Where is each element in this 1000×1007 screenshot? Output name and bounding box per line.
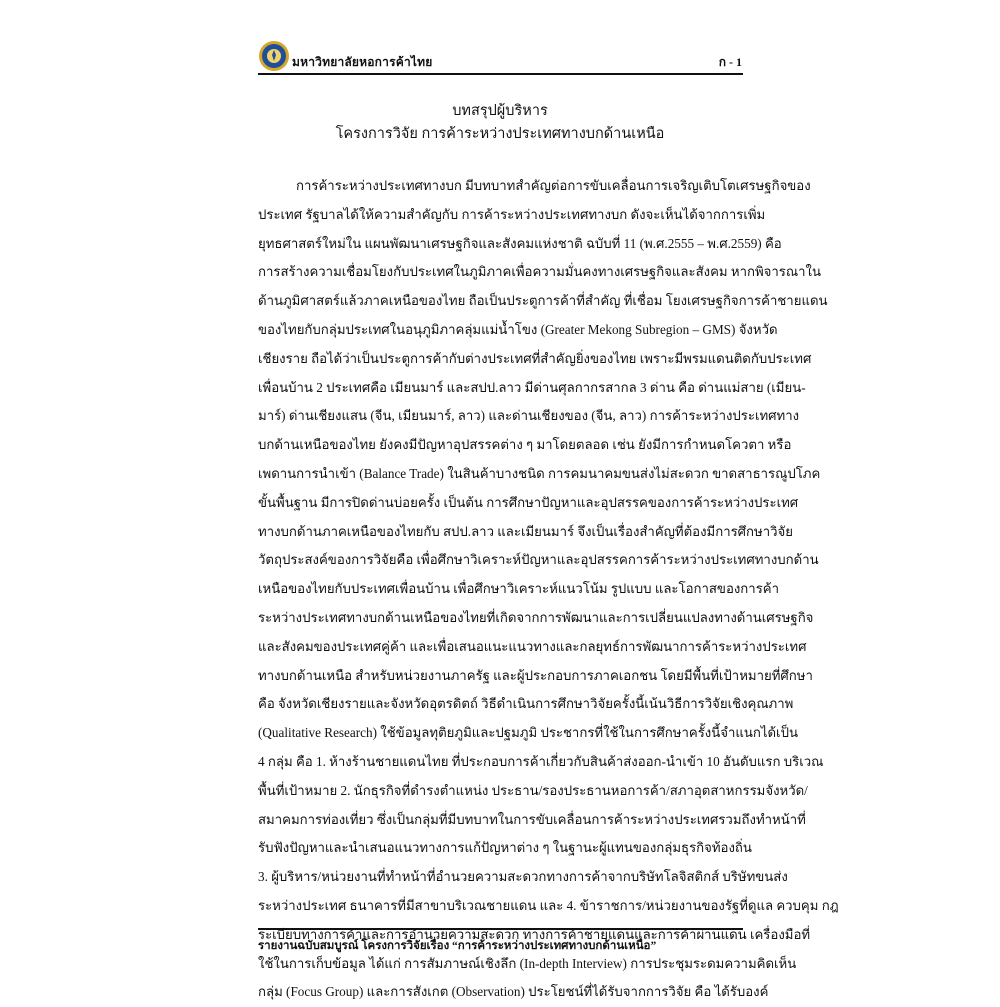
paragraph-line: คือ จังหวัดเชียงรายและจังหวัดอุตรดิตถ์ วิธีดำเนินการศึกษาวิจัยครั้งนี้เน้นวิธีการวิจัยเชิงคุณภาพ bbox=[258, 696, 794, 712]
university-seal-icon bbox=[258, 40, 290, 72]
paragraph-line: เพดานการนำเข้า (Balance Trade) ในสินค้าบางชนิด การคมนาคมขนส่งไม่สะดวก ขาดสาธารณูปโภค bbox=[258, 465, 821, 481]
paragraph-line: เหนือของไทยกับประเทศเพื่อนบ้าน เพื่อศึกษาวิเคราะห์แนวโน้ม รูปแบบ และโอกาสของการค้า bbox=[258, 581, 780, 597]
paragraph-line: กลุ่ม (Focus Group) และการสังเกต (Observation) ประโยชน์ที่ได้รับจากการวิจัย คือ ได้รับองค์ bbox=[258, 984, 769, 1000]
paragraph-line: ทางบกด้านภาคเหนือของไทยกับ สปป.ลาว และเมียนมาร์ จึงเป็นเรื่องสำคัญที่ต้องมีการศึกษาวิจัย bbox=[258, 523, 793, 539]
paragraph-line: ระเบียบทางการค้าและการอำนวยความสะดวก ทางการค้าชายแดนและการค้าผ่านแดน เครื่องมือที่ bbox=[258, 926, 811, 942]
paragraph-line: ระหว่างประเทศทางบกด้านเหนือของไทยที่เกิดจากการพัฒนาและการเปลี่ยนแปลงทางด้านเศรษฐกิจ bbox=[258, 609, 814, 625]
paragraph-line: ประเทศ รัฐบาลได้ให้ความสำคัญกับ การค้าระหว่างประเทศทางบก ดังจะเห็นได้จากการเพิ่ม bbox=[258, 206, 766, 222]
paragraph-line: วัตถุประสงค์ของการวิจัยคือ เพื่อศึกษาวิเคราะห์ปัญหาและอุปสรรคการค้าระหว่างประเทศทางบกด้าน bbox=[258, 552, 819, 568]
paragraph-line: พื้นที่เป้าหมาย 2. นักธุรกิจที่ดำรงตำแหน่ง ประธาน/รองประธานหอการค้า/สภาอุตสาหกรรมจังหวัด/ bbox=[258, 782, 808, 798]
footer-divider bbox=[258, 928, 743, 930]
paragraph-line: ของไทยกับกลุ่มประเทศในอนุภูมิภาคลุ่มแม่น้ำโขง (Greater Mekong Subregion – GMS) จังหวัด bbox=[258, 321, 778, 337]
paragraph-line: สมาคมการท่องเที่ยว ซึ่งเป็นกลุ่มที่มีบทบาทในการขับเคลื่อนการค้าระหว่างประเทศรวมถึงทำหน้าที่ bbox=[258, 811, 806, 827]
paragraph-line: มาร์) ด่านเชียงแสน (จีน, เมียนมาร์, ลาว) และด่านเชียงของ (จีน, ลาว) การค้าระหว่างประเทศทาง bbox=[258, 408, 800, 424]
page-number: ก - 1 bbox=[718, 55, 742, 69]
header-divider bbox=[258, 73, 743, 75]
page-title: บทสรุปผู้บริหาร bbox=[452, 103, 548, 119]
paragraph-line: เชียงราย ถือได้ว่าเป็นประตูการค้ากับต่างประเทศที่สำคัญยิ่งของไทย เพราะมีพรมแดนติดกับประเทศ bbox=[258, 350, 812, 366]
paragraph-line: บกด้านเหนือของไทย ยังคงมีปัญหาอุปสรรคต่าง ๆ มาโดยตลอด เช่น ยังมีการกำหนดโควตา หรือ bbox=[258, 437, 792, 453]
paragraph-line: เพื่อนบ้าน 2 ประเทศคือ เมียนมาร์ และสปป.ลาว มีด่านศุลกากรสากล 3 ด่าน คือ ด่านแม่สาย (เมียน- bbox=[258, 379, 806, 395]
paragraph-line: 4 กลุ่ม คือ 1. ห้างร้านชายแดนไทย ที่ประกอบการค้าเกี่ยวกับสินค้าส่งออก-นำเข้า 10 อันดับแรก บริเวณ bbox=[258, 753, 824, 769]
paragraph-line: การสร้างความเชื่อมโยงกับประเทศในภูมิภาคเพื่อความมั่นคงทางเศรษฐกิจและสังคม หากพิจารณาใน bbox=[258, 264, 821, 280]
paragraph-line: และสังคมของประเทศคู่ค้า และเพื่อเสนอแนะแนวทางและกลยุทธ์การพัฒนาการค้าระหว่างประเทศ bbox=[258, 638, 807, 654]
paragraph-line: 3. ผู้บริหาร/หน่วยงานที่ทำหน้าที่อำนวยความสะดวกทางการค้าจากบริษัทโลจิสติกส์ บริษัทขนส่ง bbox=[258, 869, 788, 885]
footer-text: รายงานฉบับสมบูรณ์ โครงการวิจัยเรื่อง “การค้าระหว่างประเทศทางบกด้านเหนือ” bbox=[258, 940, 657, 952]
paragraph-line: ใช้ในการเก็บข้อมูล ได้แก่ การสัมภาษณ์เชิงลึก (In-depth Interview) การประชุมระดมความคิดเห็น bbox=[258, 955, 797, 971]
page-subtitle: โครงการวิจัย การค้าระหว่างประเทศทางบกด้านเหนือ bbox=[335, 126, 665, 142]
paragraph-line: การค้าระหว่างประเทศทางบก มีบทบาทสำคัญต่อการขับเคลื่อนการเจริญเติบโตเศรษฐกิจของ bbox=[296, 178, 811, 193]
paragraph-line: ระหว่างประเทศ ธนาคารที่มีสาขาบริเวณชายแดน และ 4. ข้าราชการ/หน่วยงานของรัฐที่ดูแล ควบคุม กฎ bbox=[258, 897, 839, 913]
paragraph-line: ทางบกด้านเหนือ สำหรับหน่วยงานภาครัฐ และผู้ประกอบการภาคเอกชน โดยมีพื้นที่เป้าหมายที่ศึกษา bbox=[258, 667, 813, 683]
paragraph-line: รับฟังปัญหาและนำเสนอแนวทางการแก้ปัญหาต่าง ๆ ในฐานะผู้แทนของกลุ่มธุรกิจท้องถิ่น bbox=[258, 840, 752, 856]
header-institution: มหาวิทยาลัยหอการค้าไทย bbox=[292, 55, 433, 69]
paragraph-line: ยุทธศาสตร์ใหม่ใน แผนพัฒนาเศรษฐกิจและสังคมแห่งชาติ ฉบับที่ 11 (พ.ศ.2555 – พ.ศ.2559) คือ bbox=[258, 235, 782, 251]
paragraph-line: ขั้นพื้นฐาน มีการปิดด่านบ่อยครั้ง เป็นต้น การศึกษาปัญหาและอุปสรรคของการค้าระหว่างประเทศ bbox=[258, 494, 799, 510]
paragraph-line: (Qualitative Research) ใช้ข้อมูลทุติยภูมิและปฐมภูมิ ประชากรที่ใช้ในการศึกษาครั้งนี้จำแนกได้เป็น bbox=[258, 725, 798, 741]
paragraph-line: ด้านภูมิศาสตร์แล้วภาคเหนือของไทย ถือเป็นประตูการค้าที่สำคัญ ที่เชื่อม โยงเศรษฐกิจการค้าชายแดน bbox=[258, 293, 828, 309]
executive-summary-body bbox=[258, 172, 839, 1007]
